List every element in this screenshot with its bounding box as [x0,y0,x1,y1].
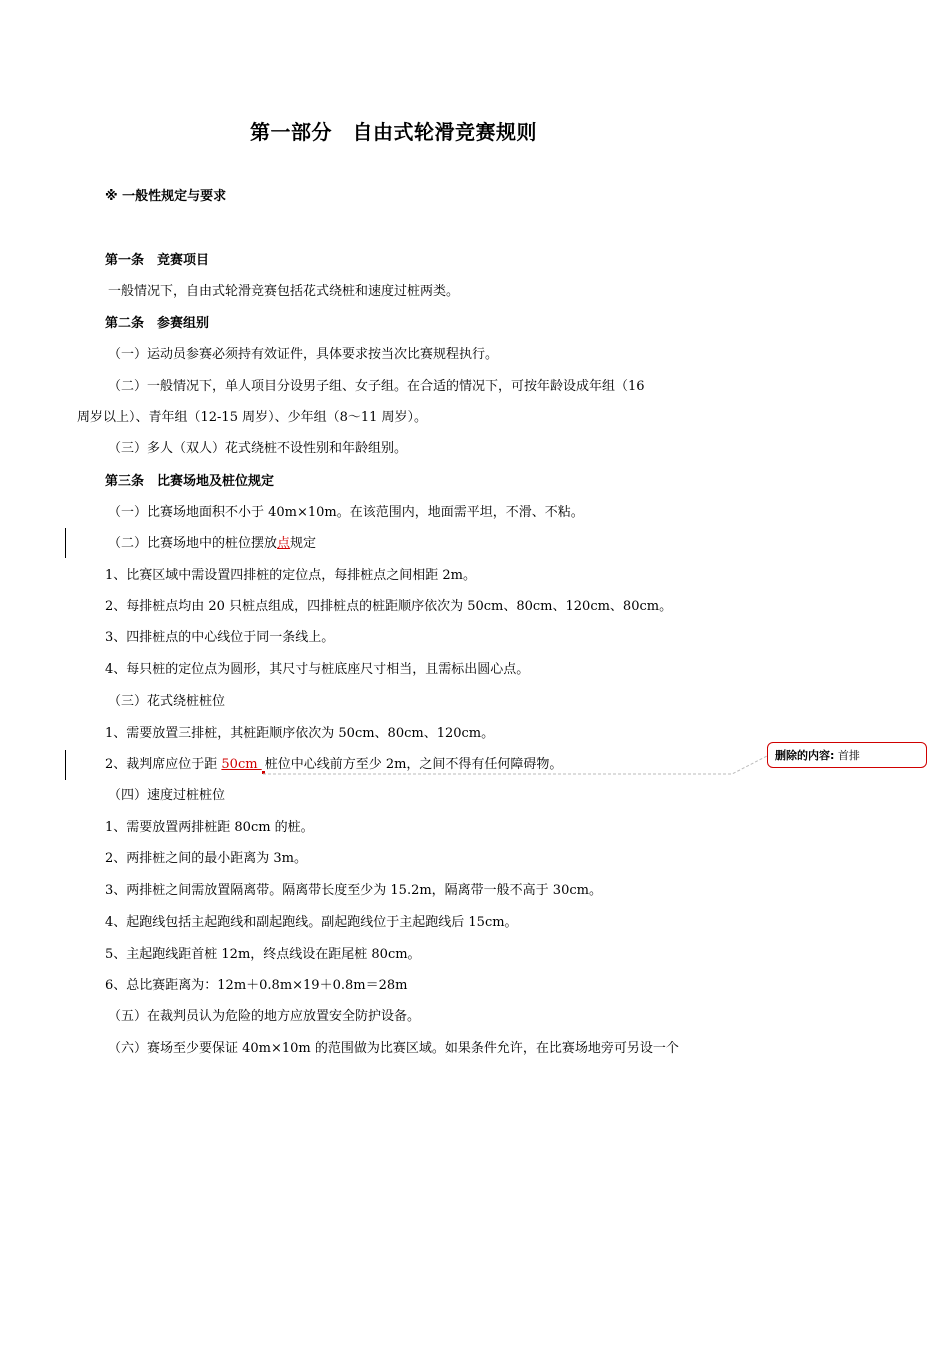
article-2-item-2a: （二）一般情况下，单人项目分设男子组、女子组。在合适的情况下，可按年龄设成年组（16 [108,379,645,394]
revision-change-bar-2 [65,750,66,780]
article-3-item-2 [108,535,316,553]
revision-comment-balloon[interactable] [767,742,927,768]
article-3-item-3: （三）花式绕桩桩位 [108,694,226,709]
page-title: 第一部分 自由式轮滑竞赛规则 [250,120,537,144]
article-3-item-4-list-4: 4、起跑线包括主起跑线和副起跑线。副起跑线位于主起跑线后 15cm。 [105,915,518,930]
article-3-list-1: 1、比赛区域中需设置四排桩的定位点，每排桩点之间相距 2m。 [105,568,477,583]
article-2-heading: 第二条 参赛组别 [105,316,210,331]
article-2-item-2b: 周岁以上）、青年组（12-15 周岁）、少年组（8～11 周岁）。 [77,410,428,425]
comment-text: 首排 [834,749,860,762]
article-3-item-4-list-6: 6、总比赛距离为：12m＋0.8m×19＋0.8m＝28m [105,978,408,993]
article-3-item-4-list-3: 3、两排桩之间需放置隔离带。隔离带长度至少为 15.2m，隔离带一般不高于 30cm。 [105,883,602,898]
comment-connector [262,754,770,776]
article-3-item-5: （五）在裁判员认为危险的地方应放置安全防护设备。 [108,1009,421,1024]
article-3-item-4-list-2: 2、两排桩之间的最小距离为 3m。 [105,851,308,866]
article-1-paragraph: 一般情况下，自由式轮滑竞赛包括花式绕桩和速度过桩两类。 [108,284,460,299]
comment-label: 删除的内容: [775,749,835,762]
article-2-item-3: （三）多人（双人）花式绕桩不设性别和年龄组别。 [108,441,408,456]
list-2-text-end: 桩位中心线前方至少 2m，之间不得有任何障碍物。 [264,757,563,772]
section-heading: ※ 一般性规定与要求 [105,189,227,204]
revision-change-bar [65,528,66,558]
inserted-text[interactable]: 点 [277,536,291,551]
article-3-list-3: 3、四排桩点的中心线位于同一条线上。 [105,630,335,645]
article-3-item-1: （一）比赛场地面积不小于 40m×10m。在该范围内，地面需平坦，不滑、不粘。 [108,505,584,520]
article-3-item-2-text-end: 规定 [290,536,317,551]
article-3-item-4-list-5: 5、主起跑线距首桩 12m，终点线设在距尾桩 80cm。 [105,947,421,962]
article-3-item-6: （六）赛场至少要保证 40m×10m 的范围做为比赛区域。如果条件允许，在比赛场地旁可另设一个 [108,1041,679,1056]
article-2-item-1: （一）运动员参赛必须持有效证件，具体要求按当次比赛规程执行。 [108,347,499,362]
inserted-text-50cm[interactable]: 50cm [221,757,262,772]
article-3-list-2: 2、每排桩点均由 20 只桩点组成，四排桩点的桩距顺序依次为 50cm、80cm、120cm、80cm。 [105,599,673,614]
article-3-heading: 第三条 比赛场地及桩位规定 [105,474,275,489]
list-2-text: 2、裁判席应位于距 [105,757,222,772]
article-3-item-4: （四）速度过桩桩位 [108,788,226,803]
article-3-item-4-list-1: 1、需要放置两排桩距 80cm 的桩。 [105,820,314,835]
article-3-item-3-list-1: 1、需要放置三排桩，其桩距顺序依次为 50cm、80cm、120cm。 [105,726,495,741]
article-3-item-2-text: （二）比赛场地中的桩位摆放 [108,536,278,551]
article-3-list-4: 4、每只桩的定位点为圆形，其尺寸与桩底座尺寸相当，且需标出圆心点。 [105,662,530,677]
article-1-heading: 第一条 竞赛项目 [105,253,210,268]
